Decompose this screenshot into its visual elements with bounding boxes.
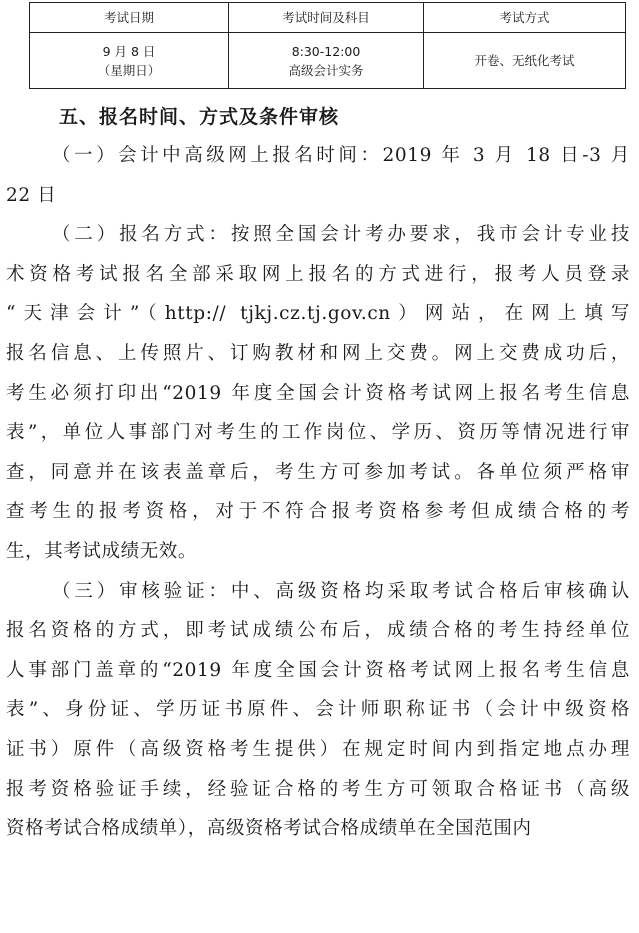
document-body bbox=[6, 98, 630, 849]
paragraph bbox=[6, 215, 630, 571]
header-exam-date: 考试日期 bbox=[30, 3, 229, 33]
exam-subject: 高级会计实务 bbox=[288, 62, 364, 78]
exam-time: 8:30-12:00 bbox=[291, 43, 361, 59]
paragraph-line: 证书）原件（高级资格考生提供）在规定时间内到指定地点办理 bbox=[6, 738, 630, 760]
paragraph-line: （一）会计中高级网上报名时间：2019 年 3 月 18 日-3 月 bbox=[52, 145, 630, 166]
paragraph bbox=[6, 572, 630, 849]
table-header-row bbox=[30, 3, 626, 33]
paragraph-line: 报名资格的方式，即考试成绩公布后，成绩合格的考生持经单位 bbox=[6, 620, 630, 642]
cell-exam-date bbox=[30, 33, 229, 89]
header-exam-time-subject: 考试时间及科目 bbox=[229, 3, 424, 33]
paragraph-line: 表”，单位人事部门对考生的工作岗位、学历、资历等情况进行审 bbox=[6, 422, 630, 444]
paragraph-line: 报考资格验证手续，经验证合格的考生方可领取合格证书（高级 bbox=[6, 778, 630, 800]
paragraph-line: “天津会计”（http:// tjkj.cz.tj.gov.cn）网站，在网上填写 bbox=[6, 303, 630, 325]
paragraph-line: 报名信息、上传照片、订购教材和网上交费。网上交费成功后， bbox=[6, 342, 630, 364]
header-exam-method: 考试方式 bbox=[424, 3, 626, 33]
exam-date: 9 月 8 日 bbox=[102, 43, 156, 59]
paragraph-line: （二）报名方式：按照全国会计考办要求，我市会计专业技 bbox=[52, 224, 630, 246]
paragraph-line: 查考生的报考资格，对于不符合报考资格参考但成绩合格的考 bbox=[6, 501, 630, 523]
paragraph-list bbox=[6, 136, 630, 849]
paragraph-line: 人事部门盖章的“2019 年度全国会计资格考试网上报名考生信息 bbox=[6, 659, 630, 681]
paragraph bbox=[6, 136, 630, 215]
table-row bbox=[30, 33, 626, 89]
paragraph-line: 考生必须打印出“2019 年度全国会计资格考试网上报名考生信息 bbox=[6, 382, 630, 404]
cell-exam-method: 开卷、无纸化考试 bbox=[424, 33, 626, 89]
exam-schedule-table bbox=[29, 2, 626, 89]
paragraph-line: 术资格考试报名全部采取网上报名的方式进行，报考人员登录 bbox=[6, 263, 630, 285]
paragraph-line: （三）审核验证：中、高级资格均采取考试合格后审核确认 bbox=[52, 580, 630, 602]
exam-weekday: （星期日） bbox=[97, 62, 161, 78]
paragraph-line: 表”、身份证、学历证书原件、会计师职称证书（会计中级资格 bbox=[6, 699, 630, 721]
paragraph-line: 查，同意并在该表盖章后，考生方可参加考试。各单位须严格审 bbox=[6, 461, 630, 483]
paragraph-line: 资格考试合格成绩单），高级资格考试合格成绩单在全国范围内 bbox=[6, 818, 532, 840]
paragraph-line: 22 日 bbox=[6, 184, 57, 206]
cell-exam-time-subject bbox=[229, 33, 424, 89]
paragraph-line: 生，其考试成绩无效。 bbox=[6, 540, 198, 562]
section-heading: 五、报名时间、方式及条件审核 bbox=[59, 106, 340, 128]
